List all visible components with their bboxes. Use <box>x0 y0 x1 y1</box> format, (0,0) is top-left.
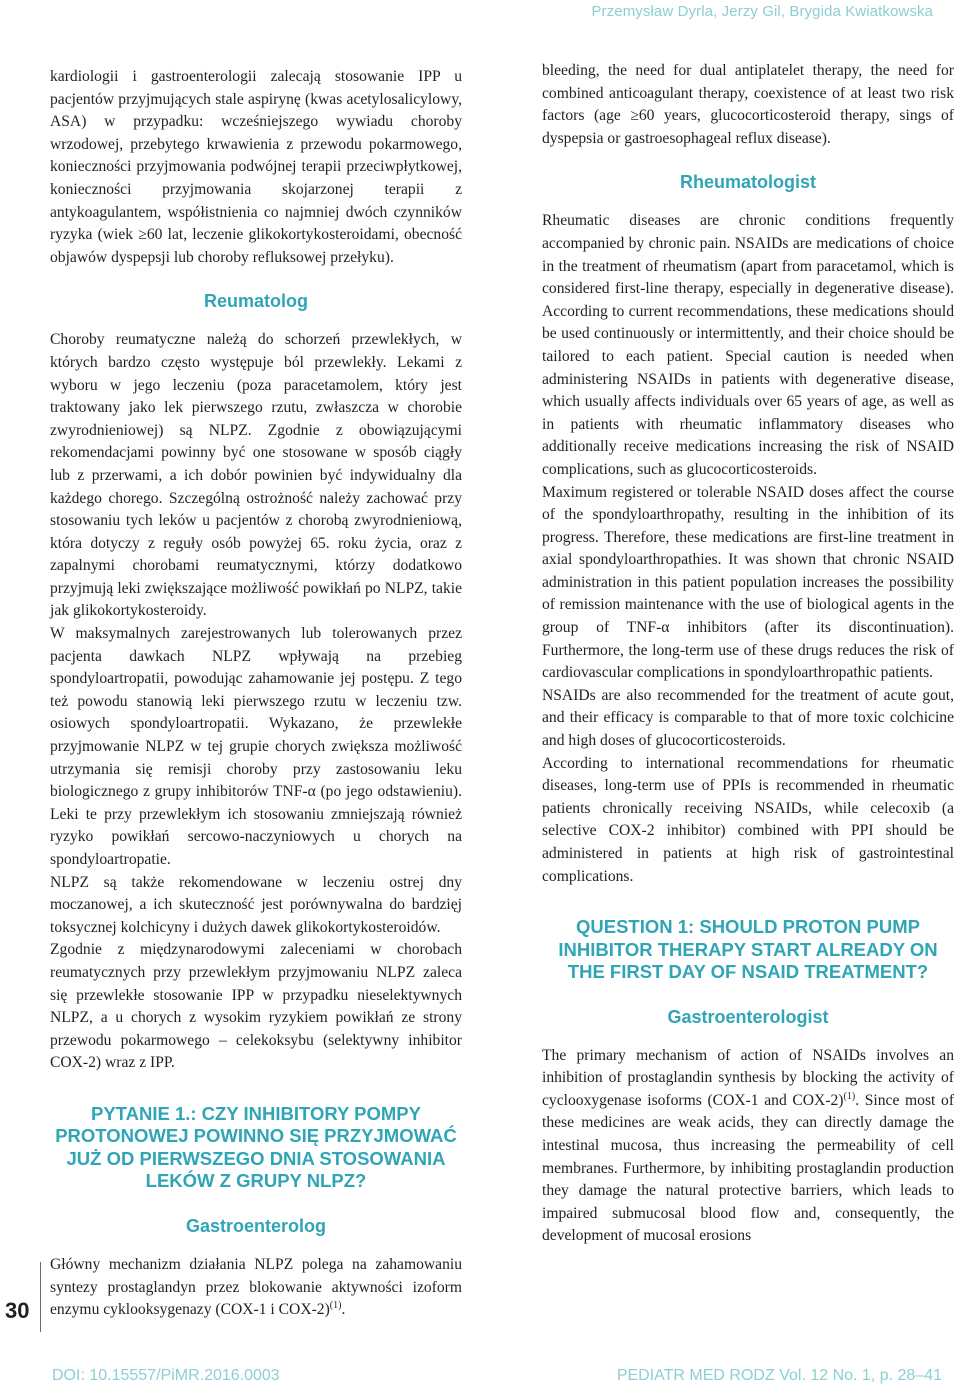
section-heading-gastroenterologist: Gastroenterologist <box>667 1006 829 1027</box>
citation-superscript: (1) <box>843 1090 856 1102</box>
page-number-divider <box>40 1262 41 1332</box>
paragraph-text: The primary mechanism of action of NSAIDs involves an inhibition of prostaglandin synthesis by blocking the activity of cyclooxygenase isoforms (COX-1 and COX-2) <box>542 1046 954 1109</box>
paragraph: Rheumatic diseases are chronic conditions frequently accompanied by chronic pain. NSAIDs are medications of choice in the treatment of rheumatism (apart from paracetamol, which is considered first-line therapy, especially in degenerative disease). According to current recommendations, these medications should be used continuously or intermittently, and their choice should be tailored to each patient. Special caution is needed when administering NSAIDs in patients with degenerative disease, which usually affects individuals over 65 years of age, as well as in patients with rheumatic inflammatory diseases who additionally receive medications increasing the risk of NSAID complications, such as glucocorticosteroids. <box>542 212 954 478</box>
paragraph: Maximum registered or tolerable NSAID doses affect the course of the spondyloarthropathy, resulting in the inhibition of its progress. Therefore, these medications are first-line treatment in axial spondyloarthropathies. It was shown that chronic NSAID administration in this patient population increases the possibility of remission maintenance with the use of biological agents in the group of TNF-α inhibitors (after its discontinuation). Furthermore, the long-term use of these drugs reduces the risk of cardiovascular complications in spondyloarthropathic patients. <box>542 483 954 682</box>
section-heading-gastroenterolog: Gastroenterolog <box>185 1215 327 1236</box>
paragraph-text: Główny mechanizm działania NLPZ polega na zahamowaniu syntezy prostaglandyn przez blokowanie aktywności izoform enzymu cyklooksygenazy (COX-1 i COX-2) <box>50 1255 462 1319</box>
page-number: 30 <box>5 1298 30 1323</box>
left-column-polish <box>50 60 462 1322</box>
paragraph: bleeding, the need for dual antiplatelet therapy, the need for combined anticoagulant therapy, coexistence of at least two risk factors (age ≥60 years, glucocorticosteroid therapy, sings of dyspepsia or gastroesophageal reflux disease). <box>542 62 954 147</box>
footer-doi: DOI: 10.15557/PiMR.2016.0003 <box>52 1367 280 1384</box>
right-column-english <box>542 60 954 1248</box>
paragraph: NSAIDs are also recommended for the treatment of acute gout, and their efficacy is comparable to that of more toxic colchicine and high doses of glucocorticosteroids. <box>542 686 954 750</box>
paragraph: Zgodnie z międzynarodowymi zaleceniami w chorobach reumatycznych przy przewlekłym przyjmowaniu NLPZ zaleca się przewlekłe stosowanie IPP w przypadku nieselektywnych NLPZ, a u chorych z wysokim ryzykiem powikłań ze strony przewodu pokarmowego – celekoksybu (selektywny inhibitor COX-2) wraz z IPP. <box>50 941 462 1072</box>
running-header-authors: Przemysław Dyrla, Jerzy Gil, Brygida Kwiatkowska <box>591 3 933 20</box>
paragraph: NLPZ są także rekomendowane w leczeniu ostrej dny moczanowej, a ich skuteczność jest porównywalna do bardzięj toksycznej kolchicyny i dużych dawek glikokortykosteroidów. <box>50 873 462 936</box>
paragraph-text: . Since most of these medicines are weak acids, they can directly damage the intestinal mucosa, thus increasing the permeability of cell membranes. Furthermore, by inhibiting prostaglandin production they damage the natural protective barriers, which leads to impaired submucosal blood flow and, consequently, the development of mucosal erosions <box>542 1091 955 1245</box>
paragraph <box>542 1045 954 1248</box>
question-heading-pl: PYTANIE 1.: CZY INHIBITORY POMPY PROTONOWEJ POWINNO SIĘ PRZYJMOWAĆ JUŻ OD PIERWSZEGO DNIA STOSOWANIA LEKÓW Z GRUPY NLPZ? <box>55 1102 457 1192</box>
paragraph <box>50 1254 462 1322</box>
section-heading-reumatolog: Reumatolog <box>203 291 308 312</box>
citation-superscript: (1) <box>329 1299 342 1311</box>
paragraph: Choroby reumatyczne należą do schorzeń przewlekłych, w których bardzo często występuje ból przewlekły. Lekami z wyboru w jego leczeniu (poza paracetamolem, który jest traktowany jako lek pierwszego rzutu, zwłaszcza w chorobie zwyrodnieniowej) są NLPZ. Zgodnie z obowiązującymi rekomendacjami powinny być one stosowane w sposób ciągły lub z przerwami, a ich dobór powinien być indywidualny dla każdego chorego. Szczególną ostrożność należy zachować przy stosowaniu tych leków u pacjentów z chorobą zwyrodnieniową, która dotyczy z reguły osób powyżej 65. roku życia, oraz z zapalnymi chorobami reumatycznymi, którzy dodatkowo przyjmują leki zwiększające możliwość powikłań po NLPZ, takie jak glikokortykosteroidy. <box>50 331 462 620</box>
paragraph: W maksymalnych zarejestrowanych lub tolerowanych przez pacjenta dawkach NLPZ wpływają na przebieg spondyloartropatii, powodując zahamowanie jej postępu. Z tego też powodu stanowią leki pierwszego rzutu w leczeniu tzw. osiowych spondyloartropatii. Wykazano, że przewlekłe przyjmowanie NLPZ w tej grupie chorych zwiększa możliwość utrzymania się remisji choroby przy zastosowaniu leku biologicznego z grupy inhibitorów TNF-α (po jego odstawieniu). Leki te przy przewlekłym ich stosowaniu zmniejszają również ryzyko powikłań sercowo-naczyniowych u chorych na spondyloartropatie. <box>50 625 462 868</box>
footer-journal-citation: PEDIATR MED RODZ Vol. 12 No. 1, p. 28–41 <box>616 1367 942 1384</box>
paragraph: kardiologii i gastroenterologii zalecają stosowanie IPP u pacjentów przyjmujących stale aspirynę (kwas acetylosalicylowy, ASA) w przypadku: wcześniejszego wywiadu choroby wrzodowej, przebytego krwawienia z przewodu pokarmowego, konieczności przyjmowania podwójnej terapii przeciwpłytkowej, konieczności przyjmowania skojarzonej terapii z antykoagulantem, współistnienia co najmniej dwóch czynników ryzyka (wiek ≥60 lat, leczenie glikokortykosteroidami, obecność objawów dyspepsji lub choroby refluksowej przełyku). <box>50 68 462 266</box>
paragraph: According to international recommendations for rheumatic diseases, long-term use of PPIs is recommended in rheumatic patients chronically receiving NSAIDs, while celecoxib (a selective COX-2 inhibitor) combined with PPI should be administered in patients at high risk of gastrointestinal complications. <box>542 754 954 885</box>
paragraph-text: . <box>341 1301 346 1319</box>
section-heading-rheumatologist: Rheumatologist <box>679 172 816 193</box>
question-heading-en: QUESTION 1: SHOULD PROTON PUMP INHIBITOR THERAPY START ALREADY ON THE FIRST DAY OF NSAID TREATMENT? <box>558 916 938 983</box>
